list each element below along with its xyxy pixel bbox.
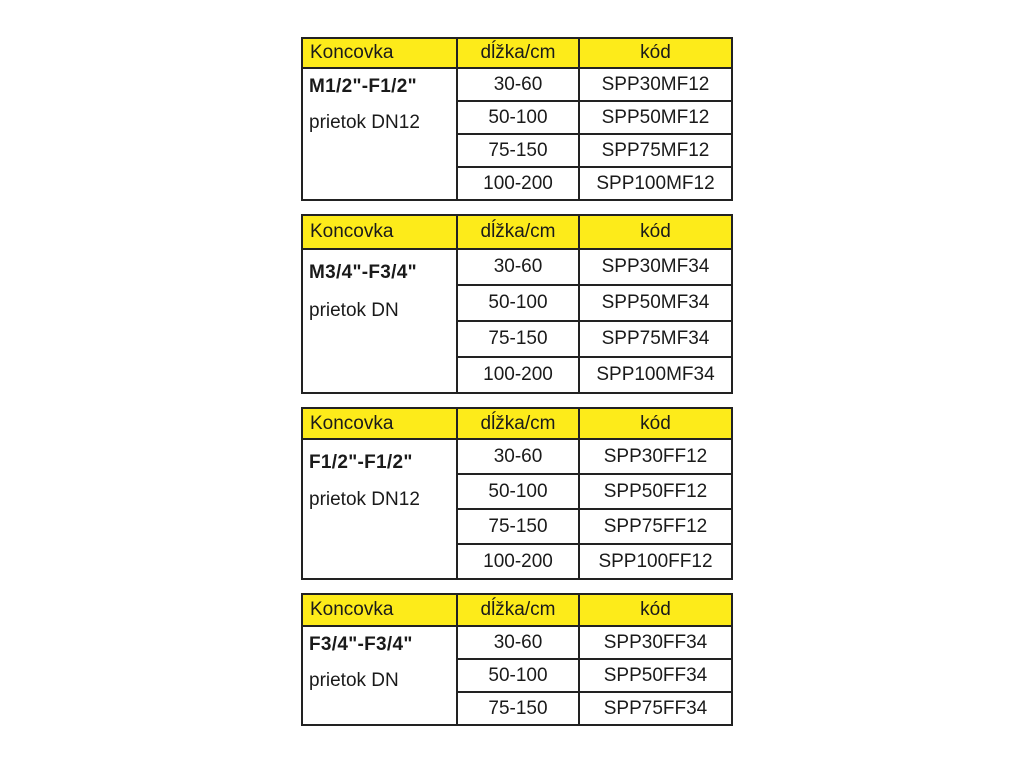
code-cell: SPP100FF12 [579, 544, 732, 579]
header-length: dĺžka/cm [457, 594, 579, 626]
table-header-row [302, 408, 732, 439]
length-cell: 50-100 [457, 659, 579, 692]
length-cell: 100-200 [457, 167, 579, 200]
code-cell: SPP75FF34 [579, 692, 732, 725]
header-fitting: Koncovka [302, 215, 457, 249]
spec-table-f34-f34 [301, 593, 733, 726]
code-cell: SPP30MF34 [579, 249, 732, 285]
fitting-flow: prietok DN12 [309, 112, 420, 133]
code-cell: SPP75FF12 [579, 509, 732, 544]
length-cell: 75-150 [457, 134, 579, 167]
length-cell: 30-60 [457, 439, 579, 474]
fitting-name: M1/2"-F1/2" [309, 76, 417, 97]
length-cell: 30-60 [457, 249, 579, 285]
fitting-cell [302, 439, 457, 579]
fitting-flow: prietok DN [309, 300, 399, 321]
length-cell: 50-100 [457, 285, 579, 321]
code-cell: SPP75MF12 [579, 134, 732, 167]
code-cell: SPP50FF34 [579, 659, 732, 692]
code-cell: SPP30MF12 [579, 68, 732, 101]
fitting-name: F3/4"-F3/4" [309, 634, 413, 655]
code-cell: SPP100MF12 [579, 167, 732, 200]
fitting-name: F1/2"-F1/2" [309, 452, 413, 473]
length-cell: 100-200 [457, 357, 579, 393]
length-cell: 30-60 [457, 68, 579, 101]
header-code: kód [579, 215, 732, 249]
table-row [302, 68, 732, 101]
product-tables [301, 37, 731, 726]
header-fitting: Koncovka [302, 38, 457, 68]
header-code: kód [579, 594, 732, 626]
spec-table-f12-f12 [301, 407, 733, 580]
length-cell: 30-60 [457, 626, 579, 659]
table-row [302, 439, 732, 474]
length-cell: 50-100 [457, 101, 579, 134]
table-header-row [302, 594, 732, 626]
fitting-flow: prietok DN [309, 670, 399, 691]
fitting-flow: prietok DN12 [309, 489, 420, 510]
length-cell: 50-100 [457, 474, 579, 509]
header-length: dĺžka/cm [457, 38, 579, 68]
code-cell: SPP30FF12 [579, 439, 732, 474]
header-code: kód [579, 38, 732, 68]
header-fitting: Koncovka [302, 408, 457, 439]
length-cell: 75-150 [457, 692, 579, 725]
header-length: dĺžka/cm [457, 408, 579, 439]
code-cell: SPP50MF34 [579, 285, 732, 321]
header-code: kód [579, 408, 732, 439]
header-fitting: Koncovka [302, 594, 457, 626]
length-cell: 100-200 [457, 544, 579, 579]
code-cell: SPP50MF12 [579, 101, 732, 134]
spec-table-m12-f12 [301, 37, 733, 201]
length-cell: 75-150 [457, 509, 579, 544]
length-cell: 75-150 [457, 321, 579, 357]
table-header-row [302, 215, 732, 249]
table-header-row [302, 38, 732, 68]
code-cell: SPP75MF34 [579, 321, 732, 357]
spec-table-m34-f34 [301, 214, 733, 394]
header-length: dĺžka/cm [457, 215, 579, 249]
fitting-cell [302, 626, 457, 725]
table-row [302, 249, 732, 285]
fitting-cell [302, 249, 457, 393]
fitting-name: M3/4"-F3/4" [309, 262, 417, 283]
fitting-cell [302, 68, 457, 200]
code-cell: SPP50FF12 [579, 474, 732, 509]
code-cell: SPP30FF34 [579, 626, 732, 659]
code-cell: SPP100MF34 [579, 357, 732, 393]
table-row [302, 626, 732, 659]
